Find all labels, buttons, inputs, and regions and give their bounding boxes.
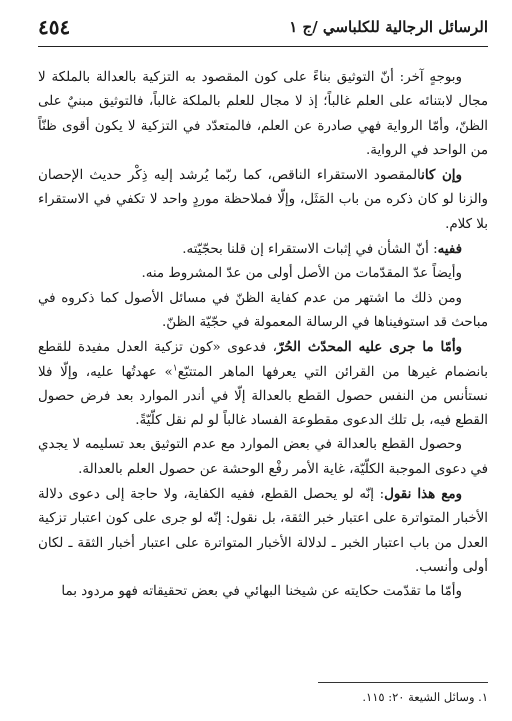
footnote-ref: ١ — [172, 363, 178, 374]
footnotes — [38, 689, 488, 705]
text-run: : أنّ الشأن في إثبات الاستقراء إن قلنا بحجّيّته. — [182, 242, 438, 258]
text-run: » عهدتُها عليه، وإلّا فلا نستأنس من النفس حصول القطع بالعدالة إلّا في أندر الموارد بعد فرض حصول القطع فيه، بل تلك الدعوى مقطوعة الفساد غالباً لو لم نقل كلّيّةً. — [38, 364, 488, 429]
paragraph — [38, 580, 488, 604]
bold-lead-in: وأمّا ما جرى عليه المحدّث الحُرّ — [277, 339, 463, 356]
body-text — [38, 66, 488, 605]
footnote: ١. وسائل الشيعة ٢٠: ١١٥. — [362, 690, 488, 704]
text-run: ، فدعوى «كون تزكية العدل مفيدة للقطع بانضمام غيرها من القرائن التي يعرفها الماهر المتتبّع — [38, 340, 488, 380]
paragraph — [38, 237, 488, 262]
paragraph — [38, 482, 488, 580]
footnote-rule — [318, 682, 488, 683]
text-run: وحصول القطع بالعدالة في بعض الموارد مع عدم التوثيق بعد تسليمه لا يجدي في دعوى الموجبة الكلّيّة، غاية الأمر رفْع الوحشة عن حصول العلم بالعدالة. — [38, 437, 488, 477]
bold-lead-in: ففيه — [437, 241, 462, 258]
paragraph — [38, 66, 488, 163]
paragraph — [38, 163, 488, 237]
paragraph — [38, 262, 488, 286]
text-run: ومن ذلك ما اشتهر من عدم كفاية الظنّ في مسائل الأصول كما ذكروه في مباحث قد استوفيناها في الرسالة المعمولة في حجّيّة الظنّ. — [38, 290, 488, 330]
running-title: الرسائل الرجالية للكلباسي /ج ١ — [289, 18, 488, 36]
text-run: وبوجهٍ آخر: أنّ التوثيق بناءً على كون المقصود به التزكية بالعدالة بالملكة لا مجال لابتنائه على العلم غالباً؛ إذ لا مجال للعلم بالملكة غالباً، فالتوثيق مبنيٌ على الظنّ، وأمّا الرواية فهي صادرة عن العلم، فالمتعدّد في التزكية لا يكون أقوى ظنّاً من الواحد في الرواية. — [38, 70, 488, 158]
paragraph — [38, 335, 488, 433]
text-run: وأمّا ما تقدّمت حكايته عن شيخنا البهائي في بعض تحقيقاته فهو مردود بما — [61, 584, 462, 600]
bold-lead-in: وإن كان — [421, 167, 462, 184]
paragraph — [38, 287, 488, 336]
page-header — [38, 14, 488, 40]
page-number: ٤٥٤ — [38, 15, 71, 39]
text-run: وأيضاً عدّ المقدّمات من الأصل أولى من عدّ المشروط منه. — [141, 266, 462, 282]
header-rule — [38, 46, 488, 47]
bold-lead-in: ومع هذا نقول — [384, 486, 462, 503]
paragraph — [38, 433, 488, 482]
text-run: : إنّه لو يحصل القطع، ففيه الكفاية، ولا حاجة إلى دعوى دلالة الأخبار المتواترة على اعتبار خبر الثقة، بل نقول: إنّه لو جرى على كون اعتبار تزكية العدل من باب اعتبار الخبر ـ لدلالة الأخبار المتواترة على اعتبار أخبار الثقة ـ لكان أولى وأنسب. — [38, 487, 488, 575]
text-run: المقصود الاستقراء الناقص، كما ربّما يُرشد إليه ذِكْر حديث الإحصان والزنا لو كان ذكره من باب المَثَل، وإلّا فملاحظة موردٍ واحد لا تكفي في الاستقراء بلا كلام. — [38, 168, 488, 232]
